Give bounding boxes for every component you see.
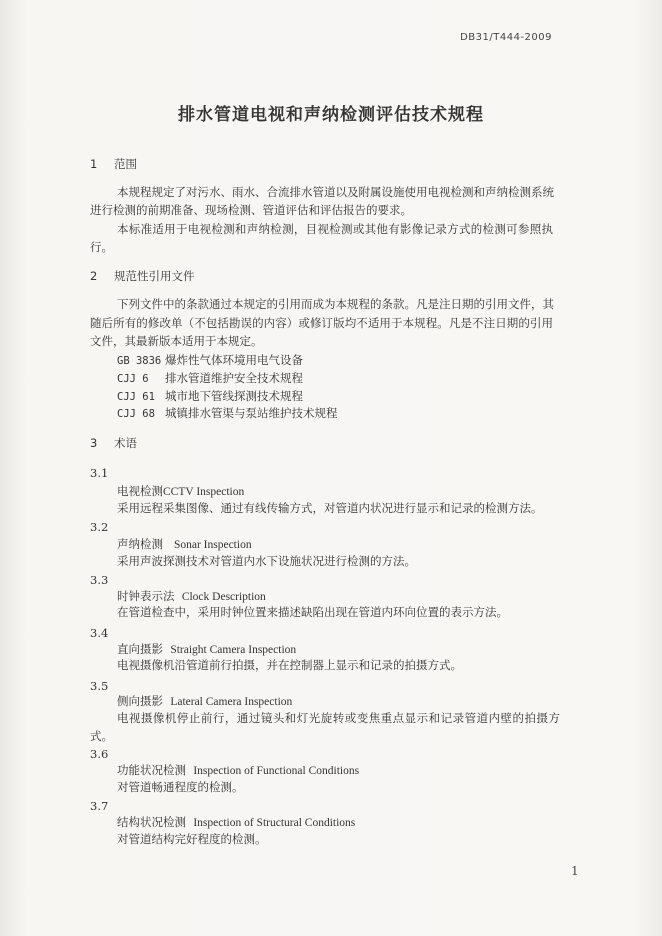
section-number: 1 [90,157,98,171]
term-definition: 采用声波探测技术对管道内水下设施状况进行检测的方法。 [117,554,416,568]
term-english-name: Sonar Inspection [173,539,252,551]
reference-code: CJJ 6 [117,373,149,385]
standard-code: DB31/T444-2009 [460,32,552,43]
term-chinese-name: 功能状况检测 [117,763,186,777]
term-english-name: Inspection of Functional Conditions [193,765,360,777]
term-heading [117,763,359,778]
term-heading [117,484,244,499]
reference-name: 爆炸性气体环境用电气设备 [165,353,303,367]
section-1-paragraph-2-line-2: 行。 [90,240,113,254]
reference-name: 城镇排水管渠与泵站维护技术规程 [165,406,338,420]
section-title: 规范性引用文件 [114,269,195,283]
term-english-name: CCTV Inspection [163,486,245,498]
reference-code: GB 3836 [117,355,162,367]
section-1-paragraph-1-line-2: 进行检测的前期准备、现场检测、管道评估和评估报告的要求。 [90,203,412,217]
section-2-paragraph-line-2: 随后所有的修改单（不包括勘误的内容）或修订版均不适用于本规程。凡是不注日期的引用 [90,316,553,330]
term-definition: 对管道结构完好程度的检测。 [117,832,267,846]
term-chinese-name: 时钟表示法 [117,589,175,603]
term-number: 3.1 [90,466,109,480]
page-number: 1 [571,864,579,878]
term-definition: 在管道检查中，采用时钟位置来描述缺陷出现在管道内环向位置的表示方法。 [117,605,508,619]
reference-name: 城市地下管线探测技术规程 [165,389,303,403]
term-chinese-name: 结构状况检测 [117,815,186,829]
normative-reference [117,371,303,386]
section-number: 2 [90,269,98,283]
term-chinese-name: 声纳检测 [117,537,163,551]
term-heading [117,694,292,709]
term-number: 3.4 [90,626,109,640]
normative-reference [117,353,303,368]
term-number: 3.2 [90,520,109,534]
section-2-paragraph-line-3: 文件，其最新版本适用于本规定。 [90,334,263,348]
term-heading [117,537,252,552]
term-heading [117,589,266,604]
section-title: 范围 [114,157,137,171]
reference-code: CJJ 68 [117,408,155,420]
term-english-name: Lateral Camera Inspection [170,696,293,708]
term-number: 3.3 [90,573,109,587]
term-number: 3.5 [90,679,109,693]
section-1-paragraph-1-line-1: 本规程规定了对污水、雨水、合流排水管道以及附属设施使用电视检测和声纳检测系统 [117,185,554,199]
document-title: 排水管道电视和声纳检测评估技术规程 [178,105,484,125]
term-english-name: Straight Camera Inspection [170,644,297,656]
normative-reference [117,389,303,404]
term-definition: 电视摄像机停止前行，通过镜头和灯光旋转或变焦重点显示和记录管道内壁的拍摄方 [117,711,560,725]
section-1-heading [90,157,137,171]
term-definition: 采用远程采集图像、通过有线传输方式，对管道内状况进行显示和记录的检测方法。 [117,501,543,515]
section-2-heading [90,269,195,283]
reference-code: CJJ 61 [117,391,155,403]
term-chinese-name: 电视检测 [117,484,163,498]
term-number: 3.7 [90,799,109,813]
section-2-paragraph-line-1: 下列文件中的条款通过本规定的引用而成为本规程的条款。凡是注日期的引用文件，其 [117,297,554,311]
term-definition: 对管道畅通程度的检测。 [117,780,244,794]
term-english-name: Clock Description [181,591,266,603]
normative-reference [117,406,338,421]
term-definition-continued: 式。 [90,729,113,743]
term-chinese-name: 侧向摄影 [117,694,163,708]
term-heading [117,642,296,657]
term-number: 3.6 [90,747,109,761]
term-chinese-name: 直向摄影 [117,642,163,656]
section-number: 3 [90,436,98,450]
section-3-heading [90,436,137,450]
term-heading [117,815,355,830]
term-definition: 电视摄像机沿管道前行拍摄，并在控制器上显示和记录的拍摄方式。 [117,658,462,672]
reference-name: 排水管道维护安全技术规程 [165,371,303,385]
section-title: 术语 [114,436,137,450]
term-english-name: Inspection of Structural Conditions [193,817,356,829]
section-1-paragraph-2-line-1: 本标准适用于电视检测和声纳检测，目视检测或其他有影像记录方式的检测可参照执 [117,222,553,236]
